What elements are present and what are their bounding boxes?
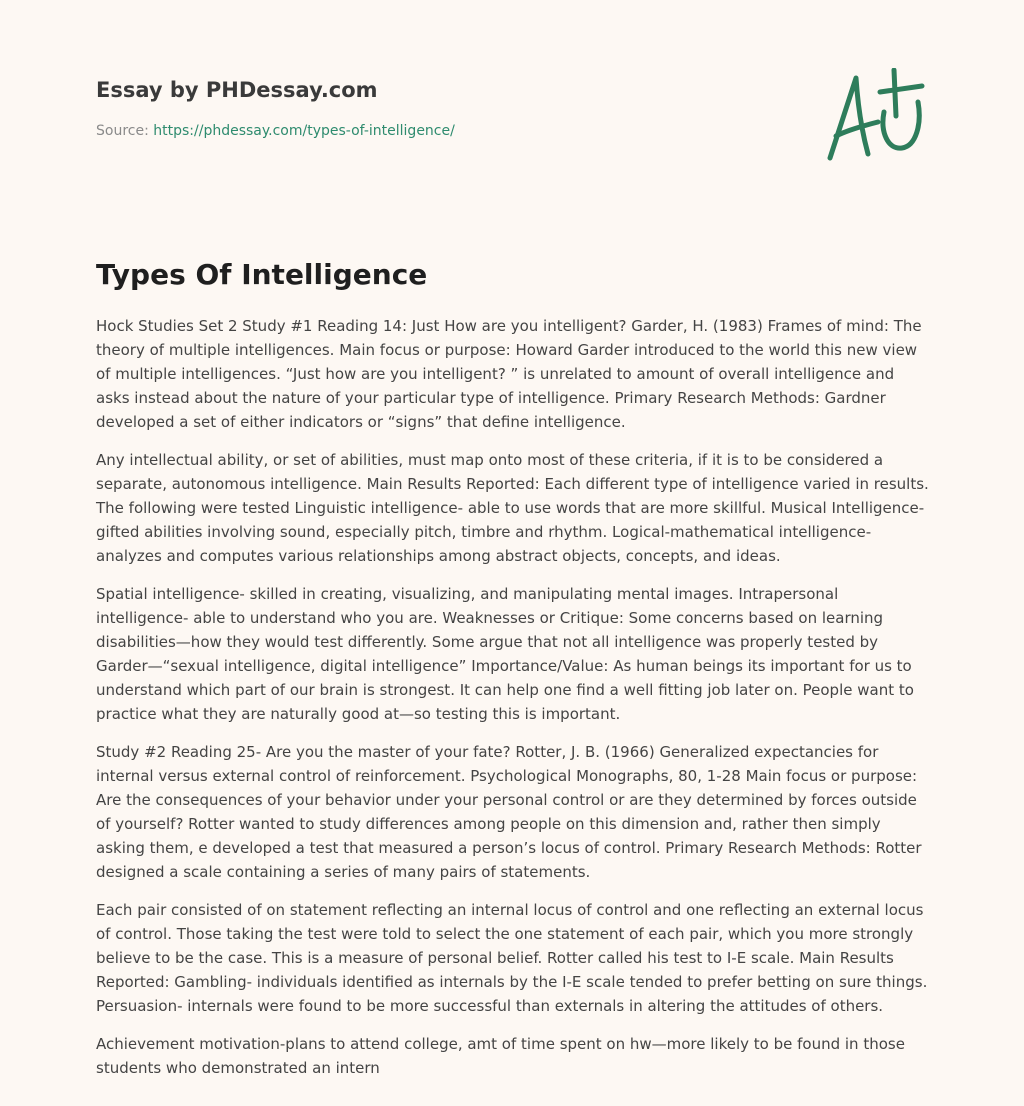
paragraph: Study #2 Reading 25- Are you the master of your fate? Rotter, J. B. (1966) Generalized expectancies for internal versus external control of reinforcement. Psychological Monographs, 80, 1-28 Main focus or purpose: Are the consequences of your behavior under your personal control or are they determined by forces outside of yourself? Rotter wanted to study differences among people on this dimension and, rather then simply asking them, e developed a test that measured a person’s locus of control. Primary Research Methods: Rotter designed a scale containing a series of many pairs of statements.	[96, 743, 922, 881]
source-link[interactable]: https://phdessay.com/types-of-intelligence/	[153, 123, 455, 139]
paragraph: Spatial intelligence- skilled in creating, visualizing, and manipulating mental images. Intrapersonal intelligence- able to understand who you are. Weaknesses or Critique: Some concerns based on learning disabilities—how they would test differently. Some argue that not all intelligence was properly tested by Garder—“sexual intelligence, digital intelligence” Importance/Value: As human beings its important for us to understand which part of our brain is strongest. It can help one find a well fitting job later on. People want to practice what they are naturally good at—so testing this is important.	[96, 585, 914, 723]
article-title: Types Of Intelligence	[96, 258, 428, 291]
article-body	[96, 314, 930, 1094]
paragraph: Achievement motivation-plans to attend college, amt of time spent on hw—more likely to be found in those students who demonstrated an intern	[96, 1035, 905, 1077]
paragraph: Hock Studies Set 2 Study #1 Reading 14: Just How are you intelligent? Garder, H. (1983) Frames of mind: The theory of multiple intelligences. Main focus or purpose: Howard Garder introduced to the world this new view of multiple intelligences. “Just how are you intelligent? ” is unrelated to amount of overall intelligence and asks instead about the nature of your particular type of intelligence. Primary Research Methods: Gardner developed a set of either indicators or “signs” that define intelligence.	[96, 317, 922, 431]
paragraph: Any intellectual ability, or set of abilities, must map onto most of these criteria, if it is to be considered a separate, autonomous intelligence. Main Results Reported: Each different type of intelligence varied in results. The following were tested Linguistic intelligence- able to use words that are more skillful. Musical Intelligence- gifted abilities involving sound, especially pitch, timbre and rhythm. Logical-mathematical intelligence- analyzes and computes various relationships among abstract objects, concepts, and ideas.	[96, 451, 929, 565]
paragraph: Each pair consisted of on statement reflecting an internal locus of control and one reflecting an external locus of control. Those taking the test were told to select the one statement of each pair, which you more strongly believe to be the case. This is a measure of personal belief. Rotter called his test to I-E scale. Main Results Reported: Gambling- individuals identified as internals by the I-E scale tended to prefer betting on sure things. Persuasion- internals were found to be more successful than externals in altering the attitudes of others.	[96, 901, 928, 1015]
source-label: Source:	[96, 123, 149, 139]
source-line	[96, 123, 455, 139]
site-brand: Essay by PHDessay.com	[96, 78, 378, 102]
page-header	[96, 76, 928, 176]
a-plus-logo-icon	[822, 68, 928, 164]
